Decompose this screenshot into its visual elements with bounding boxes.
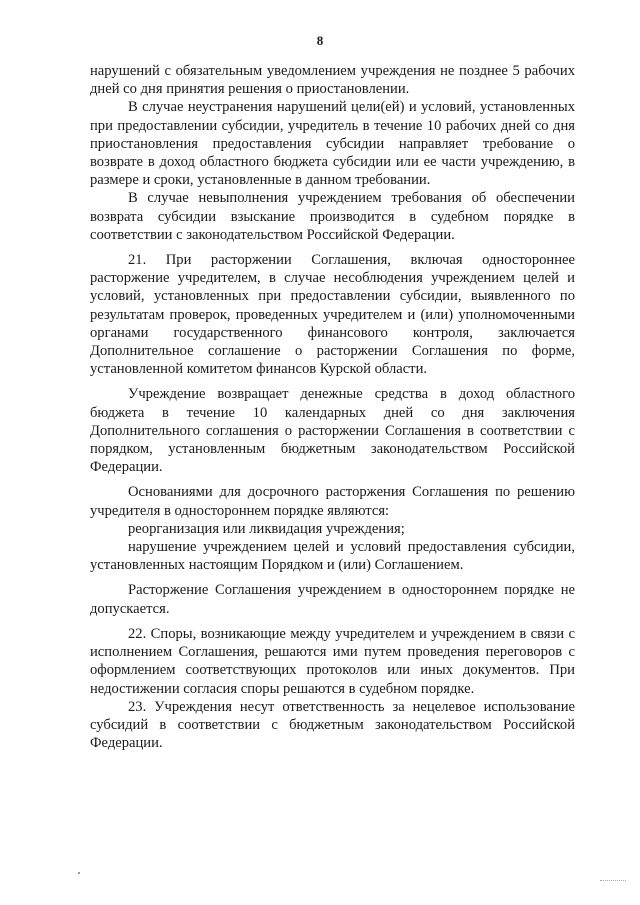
paragraph-continuation: нарушений с обязательным уведомлением учреждения не позднее 5 рабочих дней со дня принятия решения о приостановлении. xyxy=(90,63,575,98)
paragraph-refund: Учреждение возвращает денежные средства в доход областного бюджета в течение 10 календарных дней со дня заключения Дополнительного соглашения о расторжении Соглашения в соответствии с порядком, установленным бюджетным законодательством Российской Федерации. xyxy=(90,386,575,476)
scan-speck xyxy=(78,872,80,874)
paragraph-non-elimination: В случае неустранения нарушений цели(ей) и условий, установленных при предоставлении субсидии, учредитель в течение 10 рабочих дней со дня приостановления предоставления субсидии направляет требование о возврате в доход областного бюджета субсидии или ее части учреждению, в размере и сроки, установленные в данном требовании. xyxy=(90,99,575,189)
paragraph-unilateral-ban: Расторжение Соглашения учреждением в одностороннем порядке не допускается. xyxy=(90,582,575,617)
paragraph-ground-reorganization: реорганизация или ликвидация учреждения; xyxy=(128,520,405,537)
page-number: 8 xyxy=(316,33,324,48)
paragraph-grounds: Основаниями для досрочного расторжения Соглашения по решению учредителя в одностороннем порядке являются: xyxy=(90,484,575,519)
document-body xyxy=(90,62,575,752)
scan-footer-mark xyxy=(600,880,626,882)
paragraph-item-23: 23. Учреждения несут ответственность за нецелевое использование субсидий в соответствии с бюджетным законодательством Российской Федерации. xyxy=(90,698,575,752)
paragraph-non-fulfillment: В случае невыполнения учреждением требования об обеспечении возврата субсидии взыскание производится в судебном порядке в соответствии с законодательством Российской Федерации. xyxy=(90,190,575,243)
paragraph-item-22: 22. Споры, возникающие между учредителем и учреждением в связи с исполнением Соглашения, решаются ими путем проведения переговоров с оформлением соответствующих протоколов или иных документов. При недостижении согласия споры решаются в судебном порядке. xyxy=(90,625,575,697)
paragraph-item-21: 21. При расторжении Соглашения, включая одностороннее расторжение учредителем, в случае несоблюдения учреждением целей и условий, установленных при предоставлении субсидии, выявленного по результатам проверок, проведенных учредителем и (или) уполномоченными органами государственного финансового контроля, заключается Дополнительное соглашение о расторжении Соглашения по форме, установленной комитетом финансов Курской области. xyxy=(90,252,575,378)
paragraph-ground-violation: нарушение учреждением целей и условий предоставления субсидии, установленных настоящим Порядком и (или) Соглашением. xyxy=(90,539,575,574)
